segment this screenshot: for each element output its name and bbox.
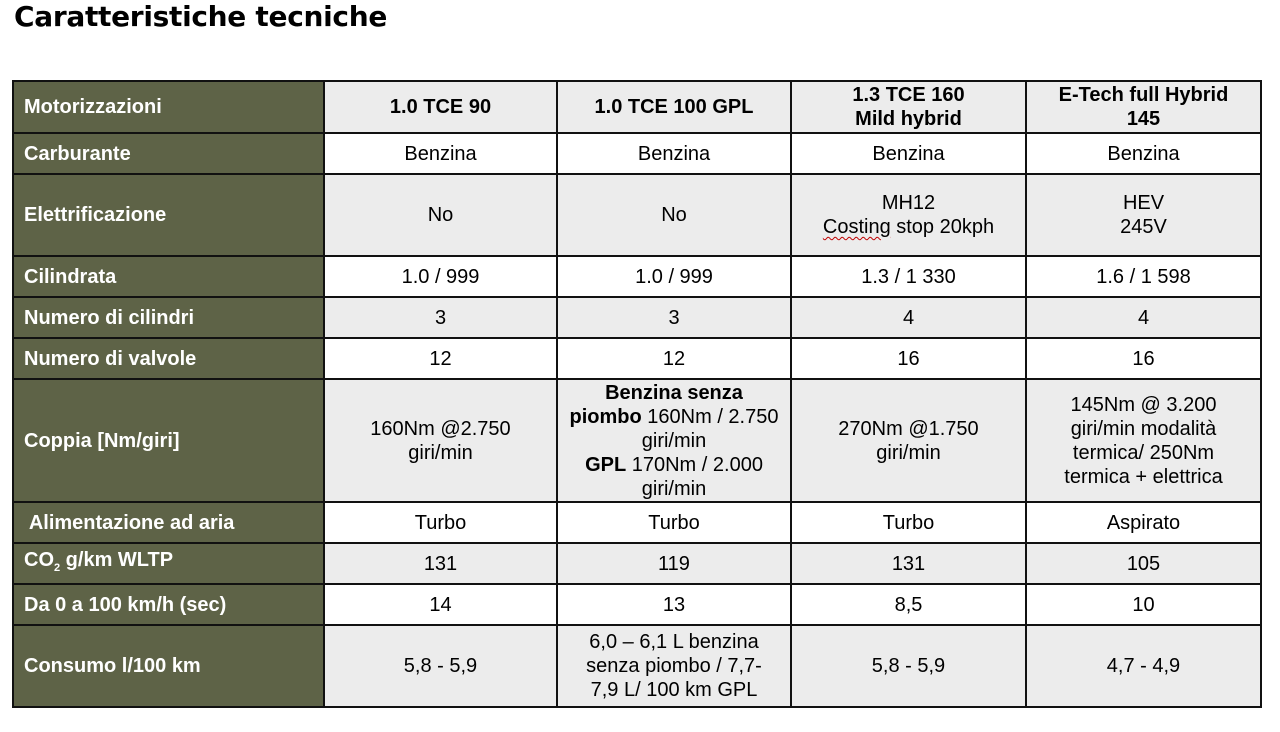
cell-text: 160Nm / 2.750 giri/min (641, 405, 779, 452)
table-cell: Aspirato (1026, 502, 1261, 543)
row-label: Consumo l/100 km (13, 625, 324, 707)
table-row (13, 625, 1261, 707)
table-row (13, 379, 1261, 502)
row-label: Alimentazione ad aria (13, 502, 324, 543)
table-cell: 6,0 – 6,1 L benzina senza piombo / 7,7-7,9 L/ 100 km GPL (557, 625, 791, 707)
table-cell: Benzina (1026, 133, 1261, 174)
table-row (13, 133, 1261, 174)
table-row (13, 584, 1261, 625)
table-cell: Turbo (324, 502, 557, 543)
table-cell (557, 379, 791, 502)
table-cell: 4 (791, 297, 1026, 338)
cell-line: 245V (1120, 216, 1167, 238)
row-label: Coppia [Nm/giri] (13, 379, 324, 502)
table-cell: Benzina (791, 133, 1026, 174)
table-cell: 5,8 - 5,9 (324, 625, 557, 707)
row-label: Carburante (13, 133, 324, 174)
row-label (13, 543, 324, 584)
table-cell: 16 (791, 338, 1026, 379)
table-cell: 145Nm @ 3.200 giri/min modalità termica/ 250Nm termica + elettrica (1026, 379, 1261, 502)
label-text: CO (24, 548, 54, 571)
table-cell: 10 (1026, 584, 1261, 625)
table-row (13, 81, 1261, 133)
table-row (13, 174, 1261, 256)
cell-bold-text: GPL (585, 453, 627, 476)
header-line: E-Tech full Hybrid (1058, 84, 1229, 106)
header-cell: 1.0 TCE 100 GPL (557, 81, 791, 133)
cell-line: MH12 (881, 192, 936, 214)
table-cell (1026, 174, 1261, 256)
row-label: Motorizzazioni (13, 81, 324, 133)
table-cell: 105 (1026, 543, 1261, 584)
table-cell: 14 (324, 584, 557, 625)
table-cell: 12 (324, 338, 557, 379)
table-row (13, 543, 1261, 584)
header-line: 145 (1126, 108, 1161, 130)
table-cell: 131 (791, 543, 1026, 584)
table-cell: 1.0 / 999 (324, 256, 557, 297)
table-cell: 16 (1026, 338, 1261, 379)
cell-text: 170Nm / 2.000 giri/min (626, 453, 763, 500)
table-cell: 8,5 (791, 584, 1026, 625)
table-cell: 160Nm @2.750 giri/min (324, 379, 557, 502)
table-cell: 1.0 / 999 (557, 256, 791, 297)
page-title: Caratteristiche tecniche (14, 0, 388, 33)
table-cell: 1.6 / 1 598 (1026, 256, 1261, 297)
cell-line (798, 215, 1019, 239)
specs-table (12, 80, 1262, 708)
header-cell (791, 81, 1026, 133)
cell-text: stop 20kph (890, 216, 995, 238)
cell-line: HEV (1122, 192, 1165, 214)
header-line: Mild hybrid (855, 108, 962, 130)
table-cell: 13 (557, 584, 791, 625)
table-row (13, 502, 1261, 543)
table-cell: 12 (557, 338, 791, 379)
table-cell: 4 (1026, 297, 1261, 338)
label-subscript: 2 (54, 561, 61, 574)
table-cell: 131 (324, 543, 557, 584)
table-cell: No (324, 174, 557, 256)
table-cell: Benzina (557, 133, 791, 174)
table-cell: 3 (324, 297, 557, 338)
table-cell (791, 174, 1026, 256)
table-cell: 119 (557, 543, 791, 584)
row-label: Numero di valvole (13, 338, 324, 379)
label-text: g/km WLTP (60, 548, 174, 571)
row-label: Da 0 a 100 km/h (sec) (13, 584, 324, 625)
table-cell: 270Nm @1.750 giri/min (791, 379, 1026, 502)
row-label: Elettrificazione (13, 174, 324, 256)
header-cell: 1.0 TCE 90 (324, 81, 557, 133)
table-cell: Turbo (791, 502, 1026, 543)
cell-bold-text: Benzina senza piombo (569, 381, 743, 428)
header-cell (1026, 81, 1261, 133)
table-row (13, 297, 1261, 338)
table-cell: 5,8 - 5,9 (791, 625, 1026, 707)
table-row (13, 256, 1261, 297)
table-row (13, 338, 1261, 379)
table-cell: 4,7 - 4,9 (1026, 625, 1261, 707)
table-cell: 1.3 / 1 330 (791, 256, 1026, 297)
table-cell: Benzina (324, 133, 557, 174)
table-cell: 3 (557, 297, 791, 338)
row-label: Cilindrata (13, 256, 324, 297)
spellcheck-word: Costing (822, 216, 891, 238)
table-cell: Turbo (557, 502, 791, 543)
header-line: 1.3 TCE 160 (852, 84, 965, 106)
table-cell: No (557, 174, 791, 256)
row-label: Numero di cilindri (13, 297, 324, 338)
